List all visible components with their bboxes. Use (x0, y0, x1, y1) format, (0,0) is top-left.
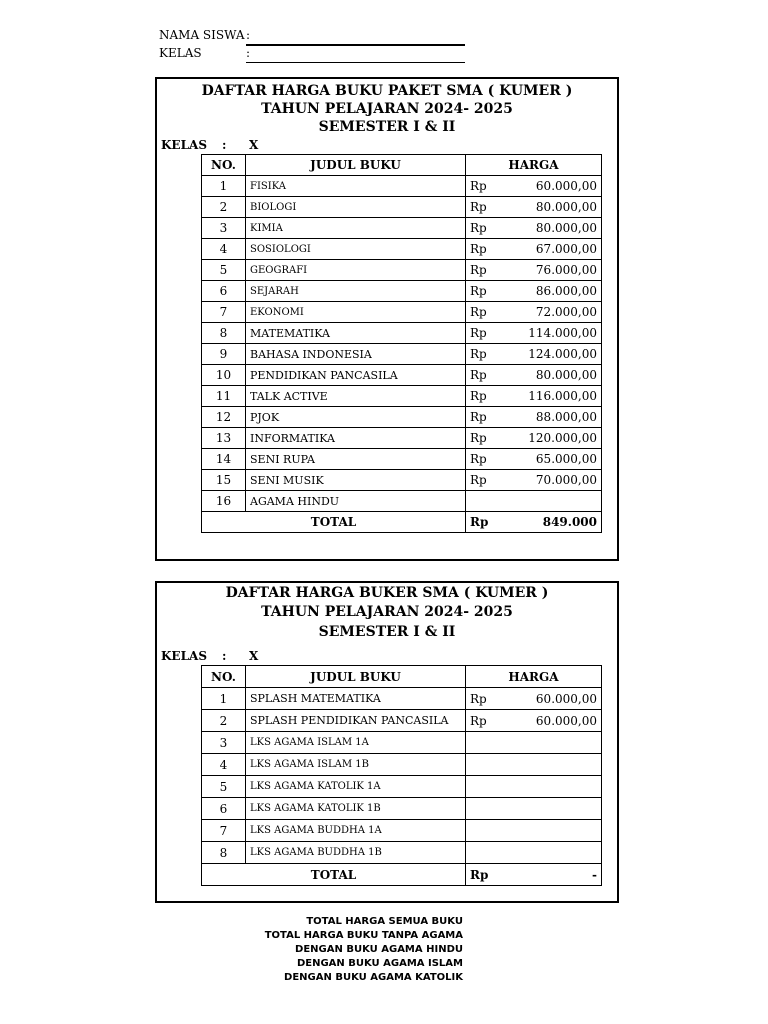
row-harga: 120.000,00 (496, 428, 602, 449)
row-currency: Rp (466, 428, 496, 449)
row-currency: Rp (466, 197, 496, 218)
table-row (202, 260, 602, 281)
row-harga: 60.000,00 (496, 176, 602, 197)
row-number: 8 (202, 842, 246, 864)
kelas-label: KELAS (159, 46, 202, 60)
row-judul: SENI MUSIK (246, 470, 466, 491)
row-judul: BAHASA INDONESIA (246, 344, 466, 365)
table-row (202, 842, 602, 864)
table-row (202, 218, 602, 239)
row-number: 15 (202, 470, 246, 491)
summary-line: DENGAN BUKU AGAMA HINDU (295, 944, 463, 955)
row-harga: 124.000,00 (496, 344, 602, 365)
row-number: 16 (202, 491, 246, 512)
row-harga (496, 754, 602, 776)
row-judul: SPLASH MATEMATIKA (246, 688, 466, 710)
buker-year: TAHUN PELAJARAN 2024- 2025 (261, 604, 513, 620)
row-judul: PJOK (246, 407, 466, 428)
table-row (202, 776, 602, 798)
row-judul: TALK ACTIVE (246, 386, 466, 407)
buker-kelas-label: KELAS (161, 649, 207, 663)
row-number: 11 (202, 386, 246, 407)
row-currency: Rp (466, 302, 496, 323)
row-judul: LKS AGAMA BUDDHA 1B (246, 842, 466, 864)
paket-title: DAFTAR HARGA BUKU PAKET SMA ( KUMER ) (201, 83, 573, 99)
row-harga (496, 820, 602, 842)
row-currency: Rp (466, 323, 496, 344)
row-currency (466, 820, 496, 842)
row-harga: 67.000,00 (496, 239, 602, 260)
row-number: 1 (202, 688, 246, 710)
col-judul-header: JUDUL BUKU (246, 155, 466, 176)
paket-year: TAHUN PELAJARAN 2024- 2025 (261, 101, 513, 117)
row-currency (466, 776, 496, 798)
row-currency: Rp (466, 688, 496, 710)
row-judul: SOSIOLOGI (246, 239, 466, 260)
col-no-header: NO. (202, 666, 246, 688)
kelas-field[interactable] (246, 62, 465, 63)
table-row (202, 407, 602, 428)
row-currency (466, 732, 496, 754)
buker-title: DAFTAR HARGA BUKER SMA ( KUMER ) (225, 585, 549, 601)
row-number: 6 (202, 798, 246, 820)
paket-semester: SEMESTER I & II (318, 119, 456, 135)
row-number: 13 (202, 428, 246, 449)
buker-box (155, 581, 619, 903)
row-judul: LKS AGAMA BUDDHA 1A (246, 820, 466, 842)
row-harga (496, 732, 602, 754)
row-number: 12 (202, 407, 246, 428)
row-judul: SPLASH PENDIDIKAN PANCASILA (246, 710, 466, 732)
row-judul: LKS AGAMA ISLAM 1B (246, 754, 466, 776)
row-judul: EKONOMI (246, 302, 466, 323)
table-row (202, 470, 602, 491)
row-number: 9 (202, 344, 246, 365)
row-number: 14 (202, 449, 246, 470)
row-currency: Rp (466, 344, 496, 365)
buker-kelas-colon: : (222, 649, 227, 663)
paket-kelas-label: KELAS (161, 138, 207, 152)
row-judul: SENI RUPA (246, 449, 466, 470)
row-harga: 88.000,00 (496, 407, 602, 428)
table-row (202, 732, 602, 754)
row-currency: Rp (466, 260, 496, 281)
paket-kelas-colon: : (222, 138, 227, 152)
table-row (202, 176, 602, 197)
row-number: 5 (202, 260, 246, 281)
row-currency (466, 798, 496, 820)
buker-table (201, 665, 602, 886)
row-number: 6 (202, 281, 246, 302)
summary-line: TOTAL HARGA BUKU TANPA AGAMA (264, 930, 463, 941)
table-row (202, 820, 602, 842)
row-currency (466, 491, 496, 512)
row-currency: Rp (466, 218, 496, 239)
row-judul: PENDIDIKAN PANCASILA (246, 365, 466, 386)
table-row (202, 365, 602, 386)
row-judul: LKS AGAMA KATOLIK 1B (246, 798, 466, 820)
paket-total-rp: Rp (466, 512, 496, 533)
table-row (202, 491, 602, 512)
table-row (202, 386, 602, 407)
row-judul: KIMIA (246, 218, 466, 239)
col-no-header: NO. (202, 155, 246, 176)
table-row (202, 197, 602, 218)
row-currency: Rp (466, 449, 496, 470)
row-harga (496, 776, 602, 798)
row-number: 2 (202, 197, 246, 218)
row-judul: SEJARAH (246, 281, 466, 302)
nama-siswa-label: NAMA SISWA (159, 28, 245, 42)
paket-table (201, 154, 602, 533)
row-number: 7 (202, 302, 246, 323)
summary-line: DENGAN BUKU AGAMA KATOLIK (284, 972, 463, 983)
row-harga: 60.000,00 (496, 688, 602, 710)
row-number: 3 (202, 218, 246, 239)
buker-semester: SEMESTER I & II (318, 624, 456, 640)
row-harga: 80.000,00 (496, 218, 602, 239)
row-harga: 70.000,00 (496, 470, 602, 491)
table-row (202, 344, 602, 365)
row-harga: 86.000,00 (496, 281, 602, 302)
row-currency: Rp (466, 239, 496, 260)
table-row (202, 754, 602, 776)
row-currency: Rp (466, 407, 496, 428)
row-number: 5 (202, 776, 246, 798)
table-row (202, 688, 602, 710)
summary-block (260, 915, 463, 985)
row-number: 1 (202, 176, 246, 197)
row-number: 4 (202, 239, 246, 260)
row-currency: Rp (466, 365, 496, 386)
row-currency: Rp (466, 281, 496, 302)
table-row (202, 798, 602, 820)
table-row (202, 302, 602, 323)
nama-siswa-field[interactable] (246, 44, 465, 46)
row-harga (496, 491, 602, 512)
row-harga: 80.000,00 (496, 365, 602, 386)
paket-total-label: TOTAL (202, 512, 466, 533)
row-judul: GEOGRAFI (246, 260, 466, 281)
row-number: 3 (202, 732, 246, 754)
paket-total-value: 849.000 (496, 512, 602, 533)
row-judul: FISIKA (246, 176, 466, 197)
row-number: 4 (202, 754, 246, 776)
table-row (202, 428, 602, 449)
kelas-colon: : (246, 46, 251, 60)
table-row (202, 281, 602, 302)
paket-kelas-value: X (249, 138, 259, 152)
row-harga: 72.000,00 (496, 302, 602, 323)
row-harga: 80.000,00 (496, 197, 602, 218)
row-currency (466, 754, 496, 776)
summary-line: TOTAL HARGA SEMUA BUKU (306, 916, 463, 927)
paket-box (155, 77, 619, 561)
row-harga: 60.000,00 (496, 710, 602, 732)
col-judul-header: JUDUL BUKU (246, 666, 466, 688)
row-judul: INFORMATIKA (246, 428, 466, 449)
table-row (202, 323, 602, 344)
row-judul: LKS AGAMA ISLAM 1A (246, 732, 466, 754)
table-row (202, 239, 602, 260)
row-currency (466, 842, 496, 864)
buker-total-rp: Rp (466, 864, 496, 886)
row-harga (496, 798, 602, 820)
row-currency: Rp (466, 176, 496, 197)
row-number: 2 (202, 710, 246, 732)
row-currency: Rp (466, 386, 496, 407)
buker-total-value: - (496, 864, 602, 886)
row-currency: Rp (466, 470, 496, 491)
row-harga (496, 842, 602, 864)
summary-line: DENGAN BUKU AGAMA ISLAM (296, 958, 463, 969)
col-harga-header: HARGA (466, 155, 602, 176)
row-number: 7 (202, 820, 246, 842)
table-row (202, 710, 602, 732)
table-row (202, 449, 602, 470)
row-judul: AGAMA HINDU (246, 491, 466, 512)
nama-siswa-colon: : (246, 28, 251, 42)
row-judul: MATEMATIKA (246, 323, 466, 344)
row-harga: 116.000,00 (496, 386, 602, 407)
buker-total-label: TOTAL (202, 864, 466, 886)
buker-kelas-value: X (249, 649, 259, 663)
col-harga-header: HARGA (466, 666, 602, 688)
row-number: 8 (202, 323, 246, 344)
row-harga: 65.000,00 (496, 449, 602, 470)
row-number: 10 (202, 365, 246, 386)
row-currency: Rp (466, 710, 496, 732)
row-judul: BIOLOGI (246, 197, 466, 218)
row-harga: 76.000,00 (496, 260, 602, 281)
row-harga: 114.000,00 (496, 323, 602, 344)
row-judul: LKS AGAMA KATOLIK 1A (246, 776, 466, 798)
